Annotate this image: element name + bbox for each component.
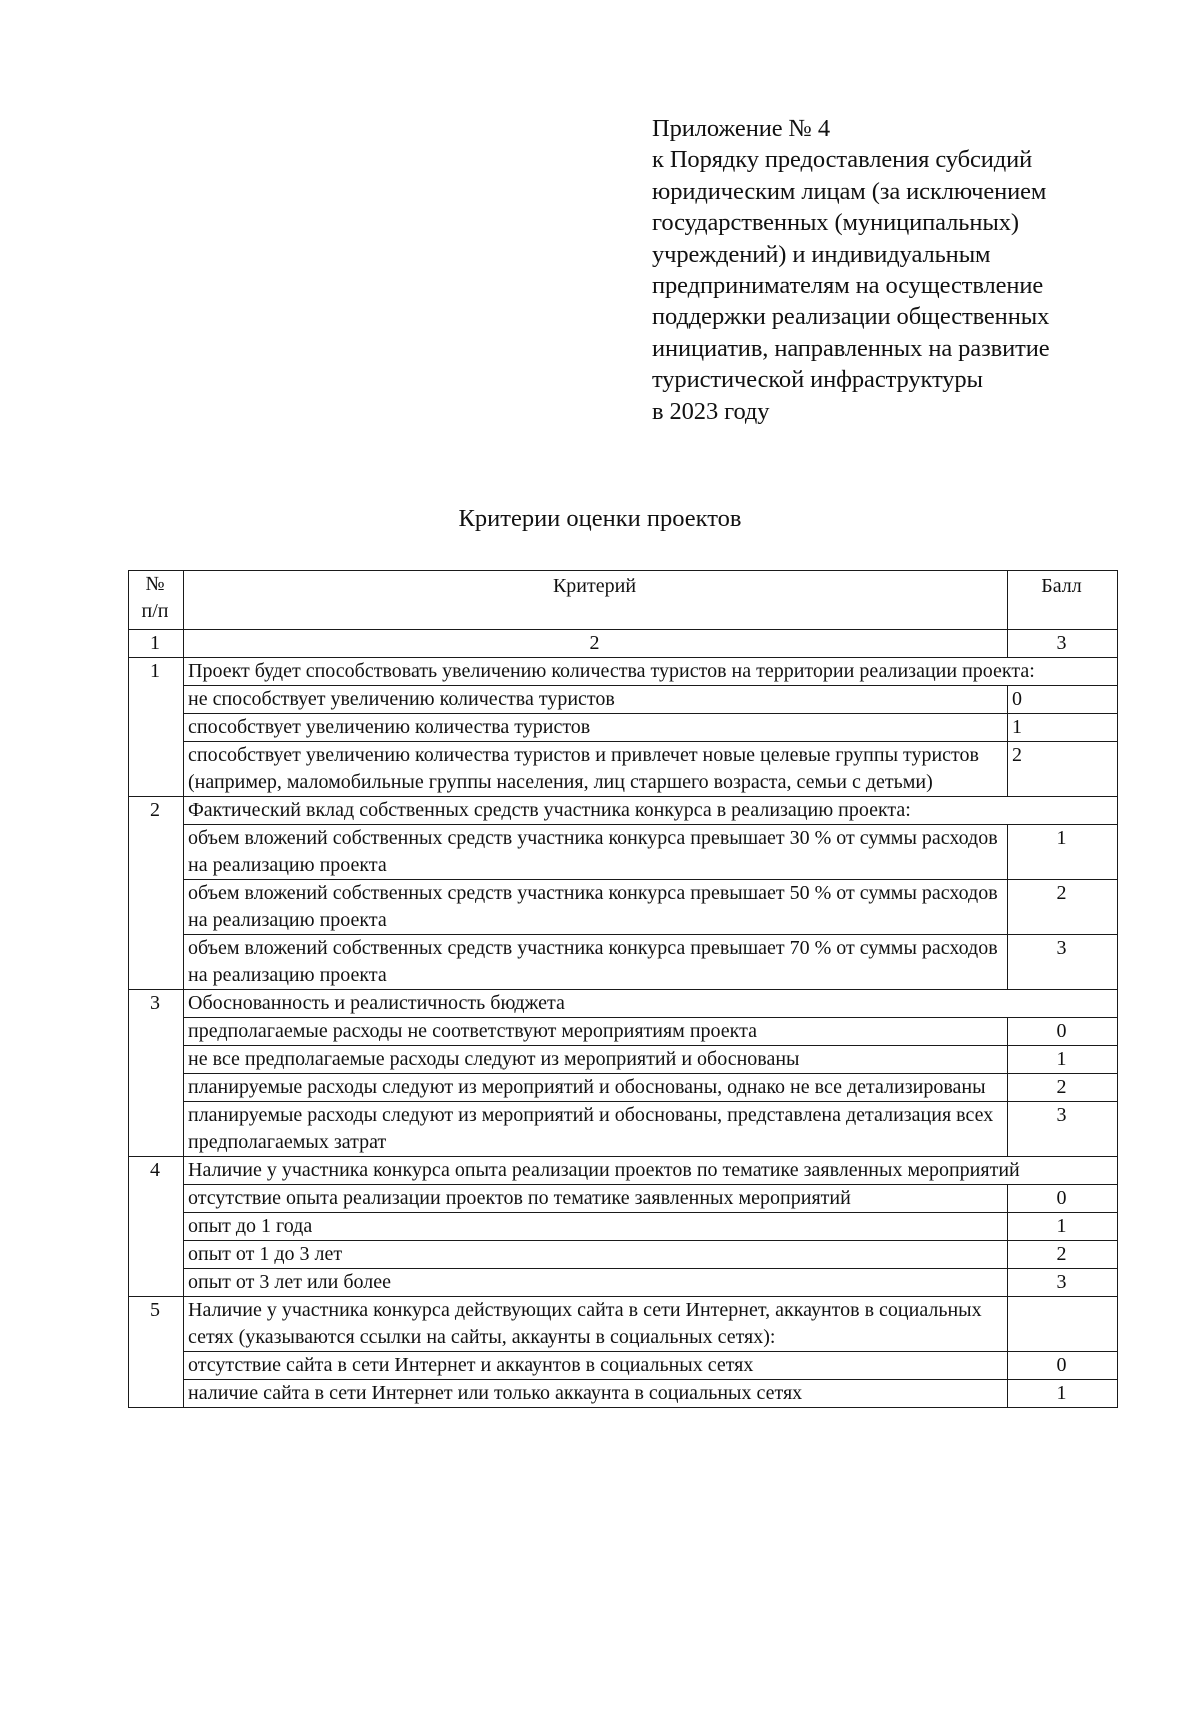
option-text: не способствует увеличению количества туристов	[184, 686, 1008, 714]
option-score: 3	[1008, 1102, 1118, 1157]
criterion-option-row	[129, 1241, 1118, 1269]
criterion-title-score-cell	[1008, 1297, 1118, 1352]
criterion-option-row	[129, 742, 1118, 797]
criterion-group-row	[129, 797, 1118, 825]
criterion-title: Наличие у участника конкурса опыта реализации проектов по тематике заявленных мероприятий	[184, 1157, 1118, 1185]
criterion-title: Фактический вклад собственных средств участника конкурса в реализацию проекта:	[184, 797, 1118, 825]
criterion-group-row	[129, 990, 1118, 1018]
header-number-abbr: п/п	[141, 600, 169, 622]
appendix-line: предпринимателям на осуществление	[652, 272, 1044, 300]
option-score: 2	[1008, 880, 1118, 935]
criterion-group-row	[129, 1297, 1118, 1352]
option-score: 2	[1008, 742, 1118, 797]
criterion-option-row	[129, 935, 1118, 990]
option-text: объем вложений собственных средств участника конкурса превышает 50 % от суммы расходов на реализацию проекта	[184, 880, 1008, 935]
appendix-line: инициатив, направленных на развитие	[652, 334, 1050, 362]
criterion-number: 4	[129, 1157, 184, 1297]
appendix-line: юридическим лицам (за исключением	[652, 177, 1047, 205]
criterion-option-row	[129, 1018, 1118, 1046]
criterion-option-row	[129, 686, 1118, 714]
criterion-option-row	[129, 1213, 1118, 1241]
criterion-option-row	[129, 1380, 1118, 1408]
document-title: Критерии оценки проектов	[458, 505, 742, 532]
criteria-table	[128, 570, 1118, 1408]
criterion-title: Обоснованность и реалистичность бюджета	[184, 990, 1118, 1018]
criterion-option-row	[129, 1102, 1118, 1157]
criterion-group-row	[129, 658, 1118, 686]
option-score: 0	[1008, 1185, 1118, 1213]
option-text: наличие сайта в сети Интернет или только аккаунта в социальных сетях	[184, 1380, 1008, 1408]
option-text: объем вложений собственных средств участника конкурса превышает 70 % от суммы расходов на реализацию проекта	[184, 935, 1008, 990]
option-text: не все предполагаемые расходы следуют из мероприятий и обоснованы	[184, 1046, 1008, 1074]
criterion-number: 2	[129, 797, 184, 990]
option-score: 0	[1008, 686, 1118, 714]
criterion-group-row	[129, 1157, 1118, 1185]
option-text: объем вложений собственных средств участника конкурса превышает 30 % от суммы расходов на реализацию проекта	[184, 825, 1008, 880]
appendix-line: государственных (муниципальных)	[652, 209, 1019, 237]
table-header-row	[129, 571, 1118, 630]
criterion-option-row	[129, 1074, 1118, 1102]
appendix-line: поддержки реализации общественных	[652, 303, 1050, 331]
criterion-option-row	[129, 1269, 1118, 1297]
header-number-cell	[129, 571, 184, 630]
appendix-line: Приложение № 4	[652, 115, 830, 142]
option-score: 1	[1008, 714, 1118, 742]
criterion-option-row	[129, 1046, 1118, 1074]
option-text: опыт от 1 до 3 лет	[184, 1241, 1008, 1269]
criteria-table-body	[129, 571, 1118, 1408]
option-score: 1	[1008, 1213, 1118, 1241]
criterion-number: 5	[129, 1297, 184, 1408]
column-number-2: 2	[184, 630, 1008, 658]
option-score: 3	[1008, 1269, 1118, 1297]
appendix-line: учреждений) и индивидуальным	[652, 240, 991, 268]
column-number-3: 3	[1008, 630, 1118, 658]
option-score: 2	[1008, 1074, 1118, 1102]
option-text: опыт от 3 лет или более	[184, 1269, 1008, 1297]
option-score: 1	[1008, 825, 1118, 880]
option-text: отсутствие опыта реализации проектов по тематике заявленных мероприятий	[184, 1185, 1008, 1213]
appendix-line: к Порядку предоставления субсидий	[652, 146, 1033, 174]
option-score: 1	[1008, 1380, 1118, 1408]
option-text: способствует увеличению количества туристов	[184, 714, 1008, 742]
appendix-block	[652, 113, 1122, 427]
option-text: отсутствие сайта в сети Интернет и аккаунтов в социальных сетях	[184, 1352, 1008, 1380]
header-number-sign: №	[145, 573, 165, 595]
criterion-title: Проект будет способствовать увеличению количества туристов на территории реализации проекта:	[184, 658, 1118, 686]
option-text: предполагаемые расходы не соответствуют мероприятиям проекта	[184, 1018, 1008, 1046]
criterion-option-row	[129, 880, 1118, 935]
header-score: Балл	[1008, 571, 1118, 630]
appendix-line: туристической инфраструктуры	[652, 366, 983, 394]
header-criterion: Критерий	[184, 571, 1008, 630]
option-score: 0	[1008, 1352, 1118, 1380]
option-score: 2	[1008, 1241, 1118, 1269]
option-text: опыт до 1 года	[184, 1213, 1008, 1241]
column-number-1: 1	[129, 630, 184, 658]
column-numbers-row	[129, 630, 1118, 658]
criterion-number: 1	[129, 658, 184, 797]
option-text: планируемые расходы следуют из мероприятий и обоснованы, представлена детализация всех предполагаемых затрат	[184, 1102, 1008, 1157]
option-score: 1	[1008, 1046, 1118, 1074]
criterion-option-row	[129, 1185, 1118, 1213]
appendix-line: в 2023 году	[652, 397, 770, 425]
criterion-title: Наличие у участника конкурса действующих сайта в сети Интернет, аккаунтов в социальных сетях (указываются ссылки на сайты, аккаунты в социальных сетях):	[184, 1297, 1008, 1352]
criterion-option-row	[129, 714, 1118, 742]
option-score: 0	[1008, 1018, 1118, 1046]
criterion-number: 3	[129, 990, 184, 1157]
option-text: планируемые расходы следуют из мероприятий и обоснованы, однако не все детализированы	[184, 1074, 1008, 1102]
criterion-option-row	[129, 825, 1118, 880]
criterion-option-row	[129, 1352, 1118, 1380]
option-text: способствует увеличению количества туристов и привлечет новые целевые группы туристов (например, маломобильные группы населения, лиц старшего возраста, семьи с детьми)	[184, 742, 1008, 797]
option-score: 3	[1008, 935, 1118, 990]
